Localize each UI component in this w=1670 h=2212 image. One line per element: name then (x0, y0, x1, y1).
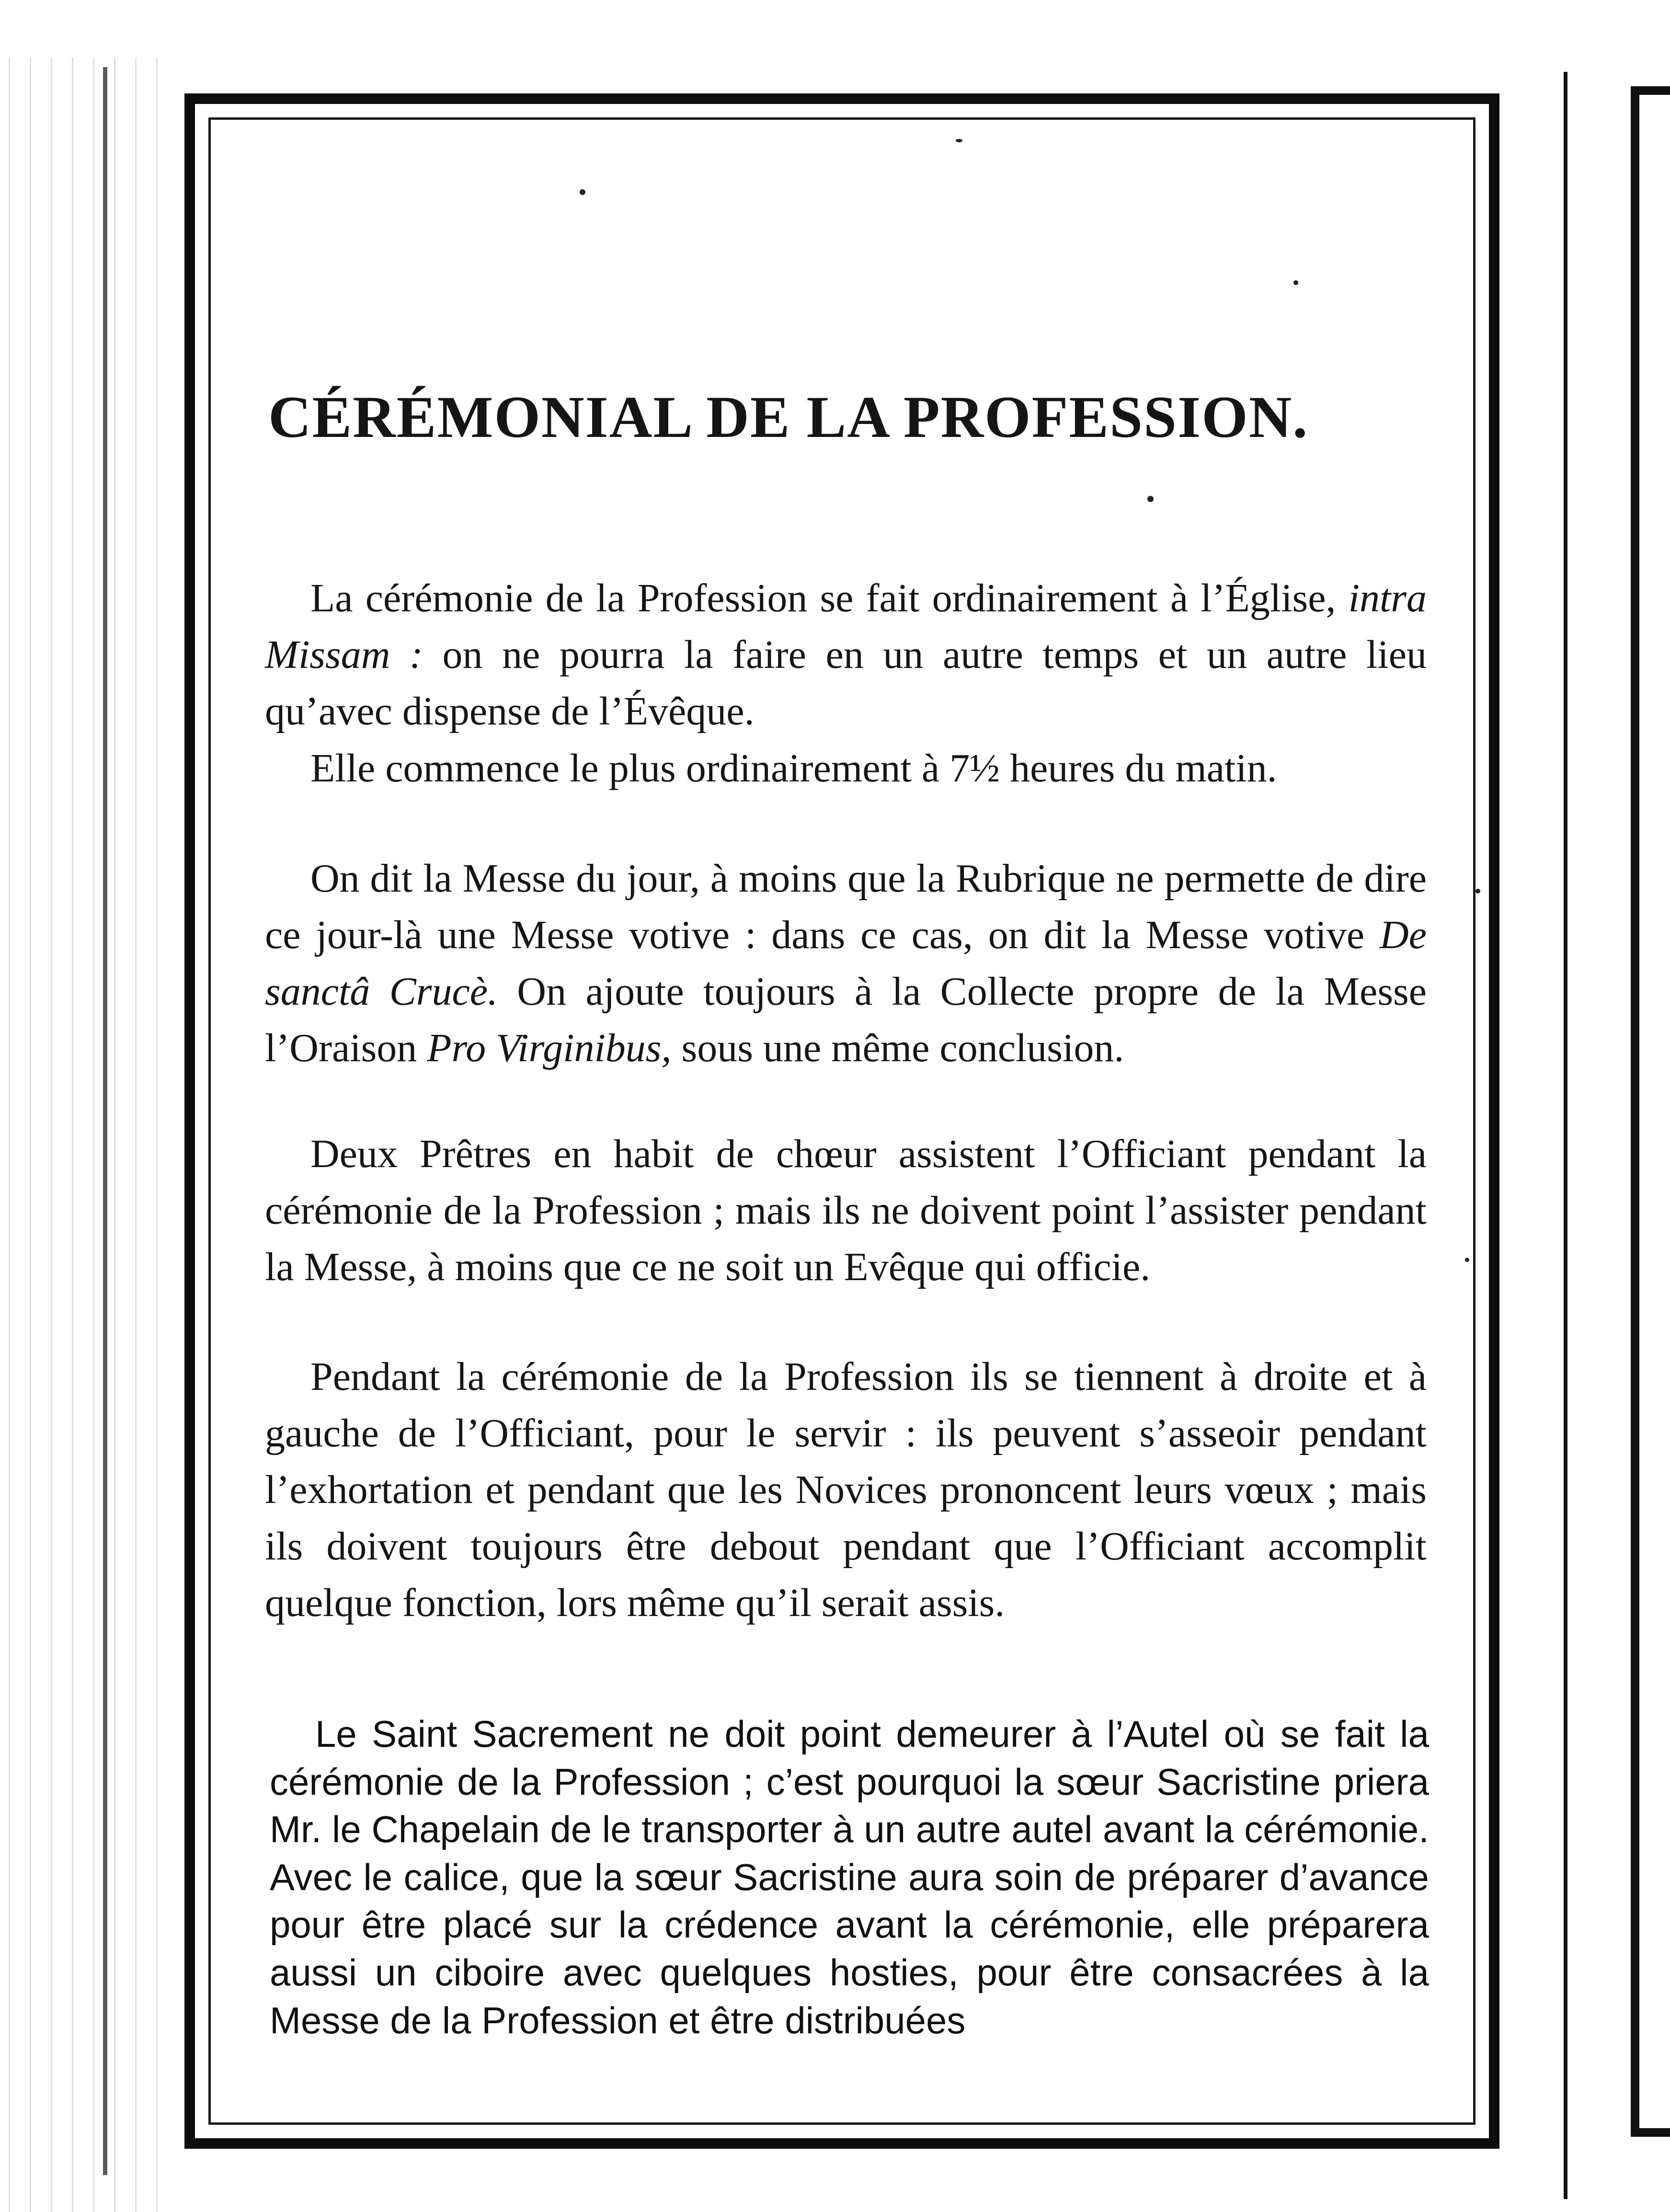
paragraph-3-text: On dit la Messe du jour, à moins que la Rubrique ne permette de dire ce jour-là une Messe votive : dans ce cas, on dit la Messe votive (265, 856, 1427, 957)
sacristan-note (270, 1710, 1429, 2044)
scan-speck (1465, 1258, 1469, 1262)
next-page-frame (1631, 86, 1670, 2137)
paragraph-3-italic: De sanctâ Crucè. (265, 913, 1427, 1014)
paragraph-1 (265, 570, 1427, 740)
scan-speck (956, 139, 962, 142)
next-page-edge (1564, 72, 1567, 2199)
sacristan-note-text: Le Saint Sacrement ne doit point demeurer à l’Autel où se fait la cérémonie de la Profession ; c’est pourquoi la sœur Sacristine priera Mr. le Chapelain de le transporter à un autre autel avant la cérémonie. Avec le calice, que la sœur Sacristine aura soin de préparer d’avance pour être placé sur la crédence avant la cérémonie, elle préparera aussi un ciboire avec quelques hosties, pour être consacrées à la Messe de la Profession et être distribuées (270, 1713, 1429, 2041)
paragraph-3-italic-2: Pro Virginibus, (427, 1026, 672, 1070)
paragraph-1-italic: intra Missam : (265, 576, 1427, 677)
paragraph-1-text: La cérémonie de la Profession se fait ordinairement à l’Église, (310, 576, 1349, 620)
scan-speck (1476, 889, 1480, 894)
paragraph-3-text-middle: On ajoute toujours à la Collecte propre de la Messe l’Oraison (265, 969, 1427, 1070)
paragraph-2 (265, 740, 1427, 797)
paragraph-4-text: Deux Prêtres en habit de chœur assistent l’Officiant pendant la cérémonie de la Profession ; mais ils ne doivent point l’assister pendant la Messe, à moins que ce ne soit un Evêque qui officie. (265, 1132, 1427, 1289)
scan-binding-edge (0, 57, 158, 2212)
paragraph-1-text-end: on ne pourra la faire en un autre temps et un autre lieu qu’avec dispense de l’Évêque. (265, 632, 1427, 734)
scan-speck (1293, 280, 1298, 285)
scan-speck (580, 189, 585, 195)
paragraph-3-text-end: sous une même conclusion. (671, 1026, 1124, 1070)
scan-binding-line (103, 67, 107, 2175)
scan-speck (1147, 496, 1154, 502)
paragraph-5-text: Pendant la cérémonie de la Profession ils se tiennent à droite et à gauche de l’Officiant, pour le servir : ils peuvent s’asseoir pendant l’exhortation et pendant que les Novices prononcent leurs vœux ; mais ils doivent toujours être debout pendant que l’Officiant accomplit quelque fonction, lors même qu’il serait assis. (265, 1354, 1427, 1625)
paragraph-4 (265, 1126, 1427, 1295)
paragraph-3 (265, 850, 1427, 1077)
paragraph-2-text: Elle commence le plus ordinairement à 7½ heures du matin. (310, 746, 1277, 791)
page-title: CÉRÉMONIAL DE LA PROFESSION. (268, 384, 1309, 450)
paragraph-5 (265, 1349, 1427, 1631)
